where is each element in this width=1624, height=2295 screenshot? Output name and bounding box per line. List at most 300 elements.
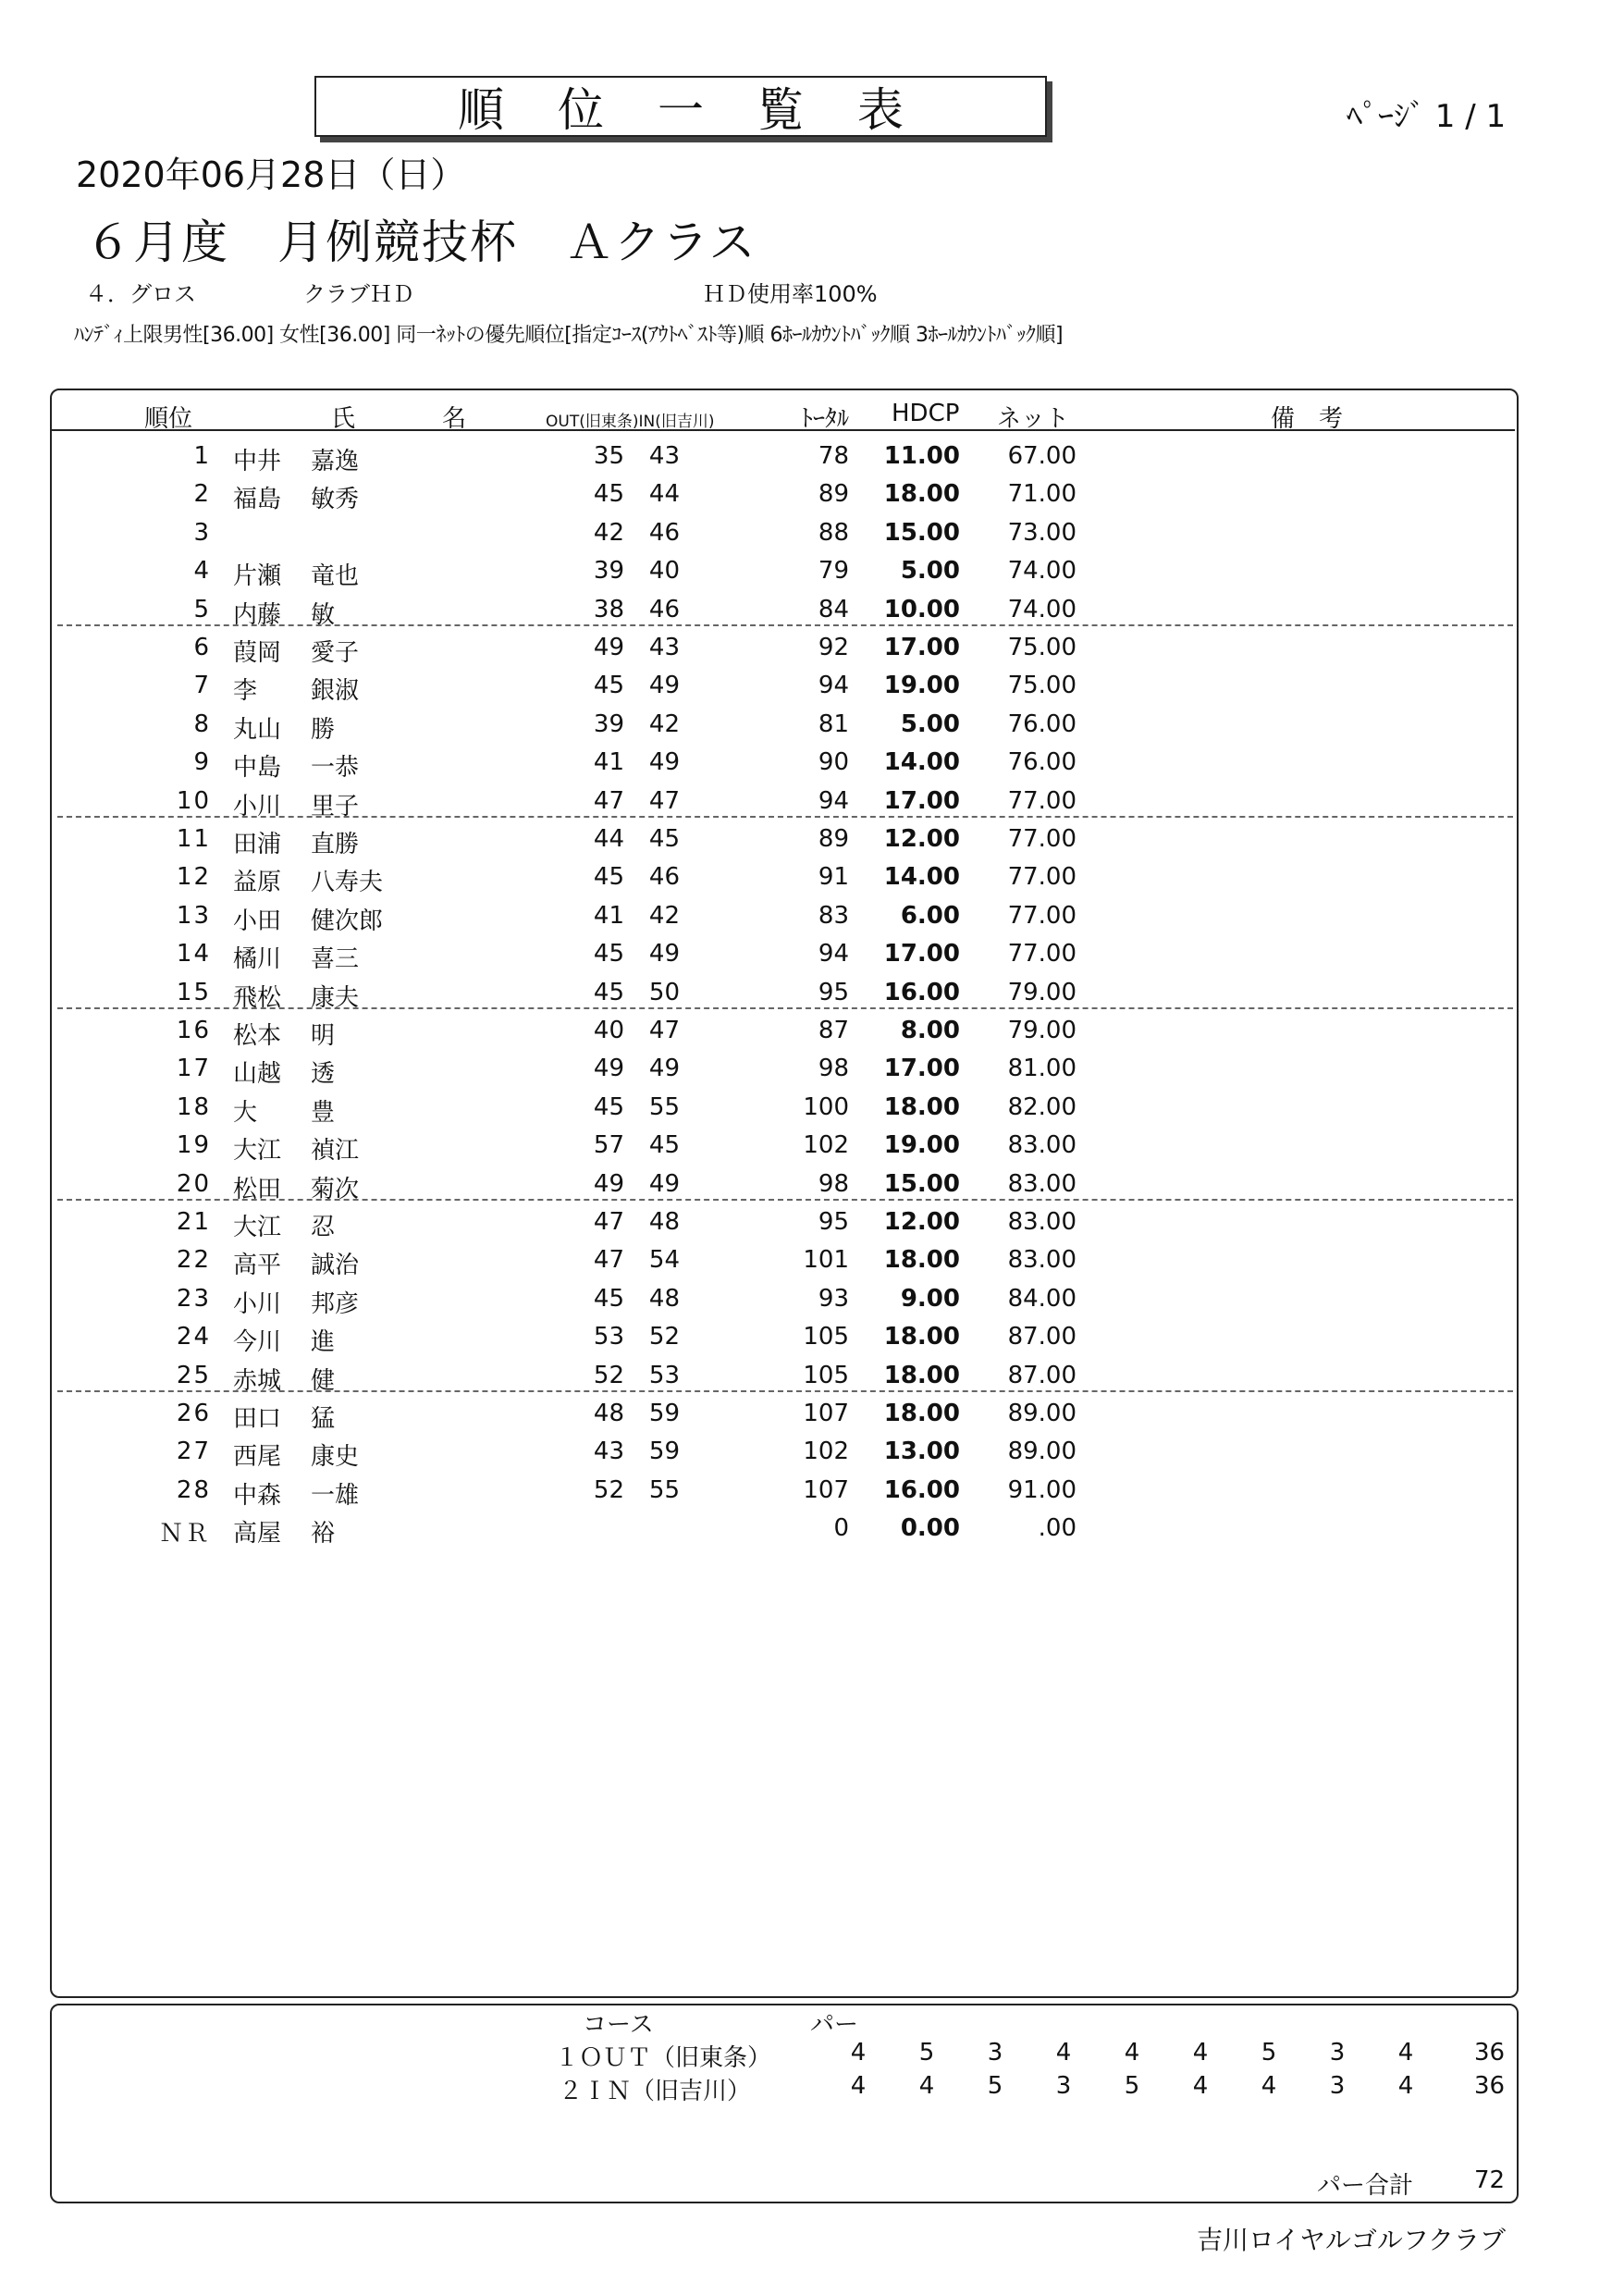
table-row [0, 1315, 1624, 1357]
net-cell: 89.00 [1007, 1437, 1077, 1466]
total-cell: 84 [818, 595, 849, 623]
net-cell: .00 [1038, 1514, 1077, 1543]
total-cell: 95 [818, 978, 849, 1006]
total-cell: 102 [803, 1131, 849, 1160]
given-name-cell: 健次郎 [311, 907, 384, 935]
total-cell: 89 [818, 825, 849, 853]
out-score-cell: 47 [593, 786, 624, 815]
rank-cell: 20 [176, 1169, 211, 1198]
rank-cell: ＮＲ [158, 1520, 211, 1549]
given-name-cell: 豊 [311, 1098, 336, 1127]
given-name-cell: 菊次 [311, 1175, 360, 1203]
course-name: ２ＩＮ（旧吉川） [559, 2078, 752, 2105]
hdcp-cell: 17.00 [883, 634, 960, 661]
family-name-cell: 飛松 [233, 983, 282, 1012]
hole-par: 4 [918, 2072, 935, 2100]
in-score-cell: 49 [648, 1169, 680, 1198]
table-row [0, 1124, 1624, 1166]
hdcp-cell: 18.00 [883, 1361, 960, 1389]
in-score-cell: 50 [648, 978, 680, 1006]
net-cell: 75.00 [1007, 672, 1077, 700]
total-cell: 94 [818, 672, 849, 700]
rank-cell: 13 [176, 901, 211, 930]
table-row [0, 664, 1624, 706]
family-name-cell: 李 [233, 677, 258, 706]
rank-cell: 27 [176, 1437, 211, 1466]
given-name-cell: 明 [311, 1022, 336, 1050]
given-name-cell: 竜也 [311, 562, 360, 591]
total-cell: 98 [818, 1169, 849, 1198]
out-score-cell: 49 [593, 634, 624, 661]
family-name-cell: 山越 [233, 1060, 282, 1089]
hdcp-cell: 10.00 [883, 595, 960, 623]
table-row [0, 1392, 1624, 1431]
total-cell: 78 [818, 442, 849, 470]
par-total-value: 72 [1474, 2166, 1506, 2194]
table-row [0, 932, 1624, 974]
table-row [0, 1469, 1624, 1508]
in-score-cell: 45 [648, 1131, 680, 1160]
out-score-cell: 45 [593, 1284, 624, 1313]
format-label: ４．グロス [85, 281, 196, 307]
course-par-box [50, 2004, 1519, 2203]
hole-par: 4 [1192, 2039, 1209, 2067]
hdcp-cell: 17.00 [883, 786, 960, 815]
table-row [0, 1009, 1624, 1048]
family-name-cell: 益原 [233, 869, 282, 897]
hd-rate-label: ＨＤ使用率100% [703, 281, 878, 307]
hdcp-cell: 13.00 [883, 1437, 960, 1466]
net-cell: 71.00 [1007, 480, 1077, 509]
rank-cell: 4 [193, 557, 211, 586]
given-name-cell: 敏 [311, 600, 336, 629]
hole-par: 4 [1397, 2039, 1414, 2067]
rank-cell: 22 [176, 1246, 211, 1275]
total-cell: 98 [818, 1055, 849, 1083]
rank-cell: 11 [176, 825, 211, 853]
family-name-cell: 高平 [233, 1252, 282, 1280]
family-name-cell: 赤城 [233, 1366, 282, 1395]
family-name-cell: 小田 [233, 907, 282, 935]
out-score-cell: 40 [593, 1017, 624, 1044]
family-name-cell: 松本 [233, 1022, 282, 1050]
given-name-cell: 進 [311, 1328, 336, 1357]
given-name-cell: 一恭 [311, 754, 360, 783]
rank-cell: 24 [176, 1323, 211, 1351]
hole-par: 3 [1329, 2072, 1346, 2100]
table-row [0, 1047, 1624, 1089]
total-cell: 79 [818, 557, 849, 586]
total-cell: 105 [803, 1323, 849, 1351]
rank-cell: 21 [176, 1208, 211, 1236]
out-score-cell: 44 [593, 825, 624, 853]
event-date: 2020年06月28日（日） [76, 154, 466, 195]
col-rank-header: 順位 [144, 405, 193, 433]
total-cell: 0 [833, 1514, 849, 1543]
total-cell: 102 [803, 1437, 849, 1466]
total-cell: 89 [818, 480, 849, 509]
table-row [0, 741, 1624, 783]
hdcp-cell: 19.00 [883, 1131, 960, 1160]
net-cell: 75.00 [1007, 634, 1077, 661]
rank-cell: 12 [176, 863, 211, 892]
total-cell: 87 [818, 1017, 849, 1044]
out-score-cell: 45 [593, 480, 624, 509]
par-label: パー [810, 2011, 859, 2039]
out-score-cell: 41 [593, 901, 624, 930]
rank-cell: 5 [193, 595, 211, 623]
out-score-cell: 45 [593, 672, 624, 700]
hole-par: 3 [1055, 2072, 1072, 2100]
family-name-cell: 田浦 [233, 831, 282, 858]
course-par-sum: 36 [1474, 2039, 1506, 2067]
total-cell: 105 [803, 1361, 849, 1389]
in-score-cell: 59 [648, 1437, 680, 1466]
net-cell: 83.00 [1007, 1169, 1077, 1198]
net-cell: 74.00 [1007, 595, 1077, 623]
out-score-cell: 49 [593, 1169, 624, 1198]
given-name-cell: 邦彦 [311, 1289, 360, 1318]
out-score-cell: 47 [593, 1208, 624, 1236]
given-name-cell: 直勝 [311, 831, 360, 858]
in-score-cell: 46 [648, 863, 680, 892]
table-row [0, 626, 1624, 665]
out-score-cell: 49 [593, 1055, 624, 1083]
hole-par: 3 [987, 2039, 1003, 2067]
hdcp-cell: 12.00 [883, 1208, 960, 1236]
family-name-cell: 中森 [233, 1481, 282, 1510]
table-row [0, 818, 1624, 857]
table-row [0, 1163, 1624, 1202]
hdcp-cell: 15.00 [883, 1169, 960, 1198]
in-score-cell: 46 [648, 518, 680, 547]
col-name-header-a: 氏 [331, 405, 356, 433]
in-score-cell: 48 [648, 1284, 680, 1313]
hdcp-cell: 6.00 [900, 901, 960, 930]
club-name: 吉川ロイヤルゴルフクラブ [1196, 2225, 1506, 2255]
rank-cell: 19 [176, 1131, 211, 1160]
rank-cell: 15 [176, 978, 211, 1006]
family-name-cell: 大江 [233, 1214, 282, 1241]
net-cell: 74.00 [1007, 557, 1077, 586]
hole-par: 4 [1192, 2072, 1209, 2100]
hd-type-label: クラブＨＤ [303, 281, 414, 307]
rank-cell: 16 [176, 1017, 211, 1044]
table-row [0, 856, 1624, 895]
out-score-cell: 35 [593, 442, 624, 470]
in-score-cell: 42 [648, 709, 680, 738]
net-cell: 77.00 [1007, 786, 1077, 815]
event-title: ６月度 月例競技杯 Ａクラス [85, 216, 757, 269]
in-score-cell: 47 [648, 786, 680, 815]
col-outin-header: OUT(旧東条)IN(旧吉川) [546, 413, 715, 431]
rank-cell: 10 [176, 786, 211, 815]
total-cell: 94 [818, 786, 849, 815]
net-cell: 77.00 [1007, 825, 1077, 853]
total-cell: 92 [818, 634, 849, 661]
given-name-cell: 里子 [311, 792, 360, 821]
family-name-cell: 片瀬 [233, 562, 282, 591]
family-name-cell: 小川 [233, 1289, 282, 1318]
in-score-cell: 45 [648, 825, 680, 853]
hdcp-cell: 14.00 [883, 863, 960, 892]
table-row [0, 971, 1624, 1010]
report-title-box [314, 76, 1047, 137]
rank-cell: 6 [193, 634, 211, 661]
rank-cell: 17 [176, 1055, 211, 1083]
out-score-cell: 43 [593, 1437, 624, 1466]
given-name-cell: 敏秀 [311, 486, 360, 514]
net-cell: 83.00 [1007, 1131, 1077, 1160]
given-name-cell: 誠治 [311, 1252, 360, 1280]
given-name-cell: 喜三 [311, 945, 360, 974]
out-score-cell: 39 [593, 557, 624, 586]
table-row [0, 1507, 1624, 1549]
col-name-header-b: 名 [442, 405, 467, 433]
net-cell: 83.00 [1007, 1246, 1077, 1275]
table-row [0, 1201, 1624, 1240]
net-cell: 79.00 [1007, 978, 1077, 1006]
in-score-cell: 40 [648, 557, 680, 586]
hole-par: 4 [1397, 2072, 1414, 2100]
hdcp-cell: 18.00 [883, 1092, 960, 1121]
course-name: １ＯＵＴ（旧東条） [555, 2044, 772, 2072]
report-title: 順位一覧表 [458, 83, 957, 137]
table-row [0, 588, 1624, 627]
out-score-cell: 53 [593, 1323, 624, 1351]
given-name-cell: 忍 [311, 1214, 336, 1241]
hdcp-cell: 16.00 [883, 978, 960, 1006]
given-name-cell: 猛 [311, 1405, 336, 1433]
net-cell: 76.00 [1007, 709, 1077, 738]
handicap-rules: ﾊﾝﾃﾞｨ上限男性[36.00] 女性[36.00] 同一ﾈｯﾄの優先順位[指定ｺｰｽ(ｱｳﾄﾍﾞｽﾄ等)順 6ﾎｰﾙｶｳﾝﾄﾊﾞｯｸ順 3ﾎｰﾙｶｳﾝﾄﾊﾞｯｸ順] [74, 324, 1064, 347]
given-name-cell: 一雄 [311, 1481, 360, 1510]
net-cell: 87.00 [1007, 1361, 1077, 1389]
table-row [0, 1430, 1624, 1472]
table-row [0, 780, 1624, 819]
net-cell: 73.00 [1007, 518, 1077, 547]
hdcp-cell: 18.00 [883, 1246, 960, 1275]
given-name-cell: 透 [311, 1060, 336, 1089]
total-cell: 90 [818, 748, 849, 777]
hdcp-cell: 0.00 [900, 1514, 960, 1543]
in-score-cell: 59 [648, 1400, 680, 1427]
hdcp-cell: 5.00 [900, 557, 960, 586]
family-name-cell: 松田 [233, 1175, 282, 1203]
hole-par: 5 [1261, 2039, 1277, 2067]
in-score-cell: 49 [648, 748, 680, 777]
in-score-cell: 49 [648, 1055, 680, 1083]
table-row [0, 435, 1624, 474]
hdcp-cell: 17.00 [883, 940, 960, 969]
given-name-cell: 八寿夫 [311, 869, 384, 897]
hdcp-cell: 17.00 [883, 1055, 960, 1083]
table-row [0, 1239, 1624, 1280]
total-cell: 95 [818, 1208, 849, 1236]
hdcp-cell: 14.00 [883, 748, 960, 777]
net-cell: 79.00 [1007, 1017, 1077, 1044]
hole-par: 3 [1329, 2039, 1346, 2067]
given-name-cell: 愛子 [311, 639, 360, 667]
par-total-label: パー合計 [1317, 2172, 1414, 2200]
hdcp-cell: 15.00 [883, 518, 960, 547]
net-cell: 67.00 [1007, 442, 1077, 470]
family-name-cell: 福島 [233, 486, 282, 514]
hdcp-cell: 12.00 [883, 825, 960, 853]
rank-cell: 7 [193, 672, 211, 700]
family-name-cell: 高屋 [233, 1520, 282, 1549]
in-score-cell: 49 [648, 940, 680, 969]
hole-par: 4 [1124, 2039, 1140, 2067]
hdcp-cell: 8.00 [900, 1017, 960, 1044]
net-cell: 83.00 [1007, 1208, 1077, 1236]
total-cell: 94 [818, 940, 849, 969]
family-name-cell: 今川 [233, 1328, 282, 1357]
hdcp-cell: 19.00 [883, 672, 960, 700]
rank-cell: 25 [176, 1361, 211, 1389]
given-name-cell: 裕 [311, 1520, 336, 1549]
table-row [0, 473, 1624, 512]
total-cell: 91 [818, 863, 849, 892]
family-name-cell: 大 [233, 1098, 258, 1127]
family-name-cell: 大江 [233, 1137, 282, 1166]
net-cell: 87.00 [1007, 1323, 1077, 1351]
family-name-cell: 西尾 [233, 1443, 282, 1472]
rank-cell: 14 [176, 940, 211, 969]
family-name-cell: 中島 [233, 754, 282, 783]
in-score-cell: 43 [648, 634, 680, 661]
table-row [0, 1277, 1624, 1316]
net-cell: 91.00 [1007, 1475, 1077, 1504]
in-score-cell: 55 [648, 1092, 680, 1121]
out-score-cell: 45 [593, 1092, 624, 1121]
total-cell: 81 [818, 709, 849, 738]
hole-par: 5 [918, 2039, 935, 2067]
out-score-cell: 48 [593, 1400, 624, 1427]
total-cell: 100 [803, 1092, 849, 1121]
hdcp-cell: 18.00 [883, 480, 960, 509]
family-name-cell: 葭岡 [233, 639, 282, 667]
table-row [0, 895, 1624, 933]
net-cell: 77.00 [1007, 901, 1077, 930]
total-cell: 88 [818, 518, 849, 547]
out-score-cell: 42 [593, 518, 624, 547]
page-number: ﾍﾟｰｼﾞ 1 / 1 [1347, 98, 1507, 135]
in-score-cell: 53 [648, 1361, 680, 1389]
col-net-header: ネット [997, 405, 1070, 433]
in-score-cell: 46 [648, 595, 680, 623]
net-cell: 84.00 [1007, 1284, 1077, 1313]
out-score-cell: 45 [593, 863, 624, 892]
out-score-cell: 38 [593, 595, 624, 623]
out-score-cell: 39 [593, 709, 624, 738]
total-cell: 107 [803, 1400, 849, 1427]
given-name-cell: 康史 [311, 1443, 360, 1472]
in-score-cell: 47 [648, 1017, 680, 1044]
table-row [0, 549, 1624, 591]
in-score-cell: 55 [648, 1475, 680, 1504]
hole-par: 4 [850, 2072, 867, 2100]
given-name-cell: 勝 [311, 715, 336, 744]
net-cell: 77.00 [1007, 863, 1077, 892]
net-cell: 82.00 [1007, 1092, 1077, 1121]
hole-par: 4 [850, 2039, 867, 2067]
in-score-cell: 42 [648, 901, 680, 930]
net-cell: 81.00 [1007, 1055, 1077, 1083]
out-score-cell: 52 [593, 1475, 624, 1504]
hdcp-cell: 16.00 [883, 1475, 960, 1504]
rank-cell: 28 [176, 1475, 211, 1504]
in-score-cell: 44 [648, 480, 680, 509]
hdcp-cell: 5.00 [900, 709, 960, 738]
family-name-cell: 中井 [233, 448, 282, 475]
out-score-cell: 45 [593, 978, 624, 1006]
rank-cell: 2 [193, 480, 211, 509]
col-remarks-header: 備 考 [1271, 405, 1344, 433]
table-row [0, 1086, 1624, 1125]
rank-cell: 23 [176, 1284, 211, 1313]
table-row [0, 512, 1624, 550]
given-name-cell: 康夫 [311, 983, 360, 1012]
hole-par: 5 [987, 2072, 1003, 2100]
table-row [0, 703, 1624, 742]
out-score-cell: 41 [593, 748, 624, 777]
in-score-cell: 49 [648, 672, 680, 700]
hdcp-cell: 9.00 [900, 1284, 960, 1313]
hole-par: 4 [1055, 2039, 1072, 2067]
out-score-cell: 57 [593, 1131, 624, 1160]
course-par-sum: 36 [1474, 2072, 1506, 2100]
total-cell: 107 [803, 1475, 849, 1504]
in-score-cell: 52 [648, 1323, 680, 1351]
col-hdcp-header: HDCP [892, 400, 960, 427]
rank-cell: 1 [193, 442, 211, 470]
given-name-cell: 健 [311, 1366, 336, 1395]
hdcp-cell: 11.00 [883, 442, 960, 470]
hole-par: 5 [1124, 2072, 1140, 2100]
total-cell: 83 [818, 901, 849, 930]
family-name-cell: 小川 [233, 792, 282, 821]
in-score-cell: 48 [648, 1208, 680, 1236]
family-name-cell: 丸山 [233, 715, 282, 744]
in-score-cell: 54 [648, 1246, 680, 1275]
in-score-cell: 43 [648, 442, 680, 470]
course-label: コース [583, 2011, 654, 2039]
hdcp-cell: 18.00 [883, 1323, 960, 1351]
net-cell: 77.00 [1007, 940, 1077, 969]
rank-cell: 3 [193, 518, 211, 547]
rank-cell: 18 [176, 1092, 211, 1121]
rank-cell: 9 [193, 748, 211, 777]
rank-cell: 8 [193, 709, 211, 738]
given-name-cell: 銀淑 [311, 677, 360, 706]
net-cell: 76.00 [1007, 748, 1077, 777]
total-cell: 101 [803, 1246, 849, 1275]
hole-par: 4 [1261, 2072, 1277, 2100]
given-name-cell: 嘉逸 [311, 448, 360, 475]
out-score-cell: 52 [593, 1361, 624, 1389]
out-score-cell: 45 [593, 940, 624, 969]
table-row [0, 1354, 1624, 1393]
given-name-cell: 禎江 [311, 1137, 360, 1166]
family-name-cell: 橘川 [233, 945, 282, 974]
out-score-cell: 47 [593, 1246, 624, 1275]
total-cell: 93 [818, 1284, 849, 1313]
col-total-header: ﾄｰﾀﾙ [801, 405, 850, 433]
net-cell: 89.00 [1007, 1400, 1077, 1427]
family-name-cell: 田口 [233, 1405, 282, 1433]
rank-cell: 26 [176, 1400, 211, 1427]
